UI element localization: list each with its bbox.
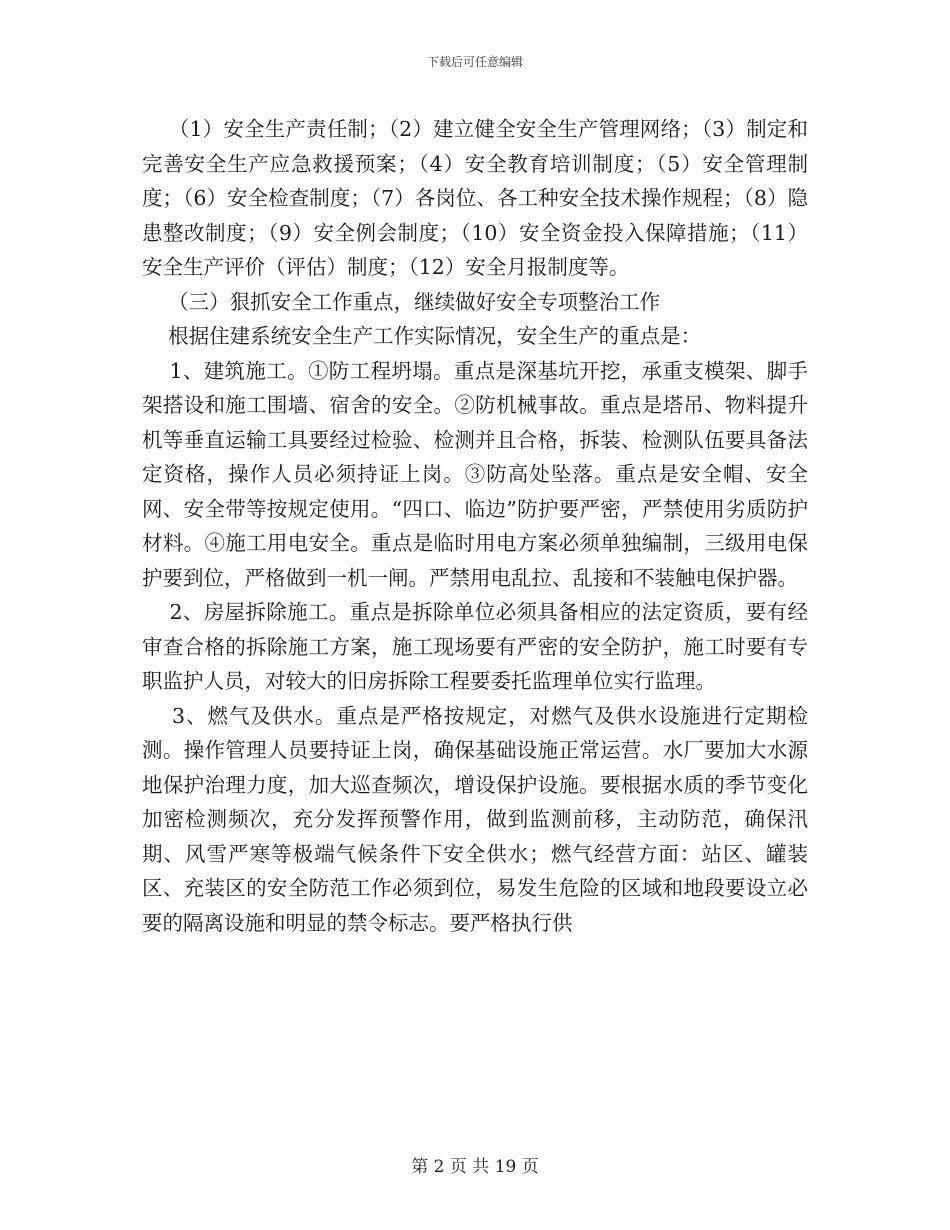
page-header: 下载后可任意编辑 xyxy=(426,55,523,69)
paragraph-construction: 1、建筑施工。①防工程坍塌。重点是深基坑开挖，承重支模架、脚手架搭设和施工围墙、宿舍的安全。②防机械事故。重点是塔吊、物料提升机等垂直运输工具要经过检验、检测并且合格，拆装、检测队伍要具备法定资格，操作人员必须持证上岗。③防高处坠落。重点是安全帽、安全网、安全带等按规定使用。“四口、临边”防护要严密，严禁使用劣质防护材料。④施工用电安全。重点是临时用电方案必须单独编制，三级用电保护要到位，严格做到一机一闸。严禁用电乱拉、乱接和不装触电保护器。 xyxy=(142,358,808,590)
paragraph-gas-water: 3、燃气及供水。重点是严格按规定，对燃气及供水设施进行定期检测。操作管理人员要持证上岗，确保基础设施正常运营。水厂要加大水源地保护治理力度，加大巡查频次，增设保护设施。要根据水质的季节变化加密检测频次，充分发挥预警作用，做到监测前移，主动防范，确保汛期、风雪严寒等极端气候条件下安全供水；燃气经营方面：站区、罐装区、充装区的安全防范工作必须到位，易发生危险的区域和地段要设立必要的隔离设施和明显的禁令标志。要严格执行供 xyxy=(142,703,808,935)
paragraph-safety-focus-intro: 根据住建系统安全生产工作实际情况，安全生产的重点是： xyxy=(142,324,702,348)
page-footer: 第 2 页 共 19 页 xyxy=(411,1157,539,1177)
document-body xyxy=(142,112,808,940)
paragraph-safety-systems: （1）安全生产责任制；（2）建立健全安全生产管理网络；（3）制定和完善安全生产应急救援预案；（4）安全教育培训制度；（5）安全管理制度；（6）安全检查制度；（7）各岗位、各工种安全技术操作规程；（8）隐患整改制度；（9）安全例会制度；（10）安全资金投入保障措施；（11）安全生产评价（评估）制度；（12）安全月报制度等。 xyxy=(142,117,808,279)
paragraph-demolition: 2、房屋拆除施工。重点是拆除单位必须具备相应的法定资质，要有经审查合格的拆除施工方案，施工现场要有严密的安全防护，施工时要有专职监护人员，对较大的旧房拆除工程要委托监理单位实行监理。 xyxy=(142,600,808,693)
section-heading-three: （三）狠抓安全工作重点，继续做好安全专项整治工作 xyxy=(142,289,661,314)
